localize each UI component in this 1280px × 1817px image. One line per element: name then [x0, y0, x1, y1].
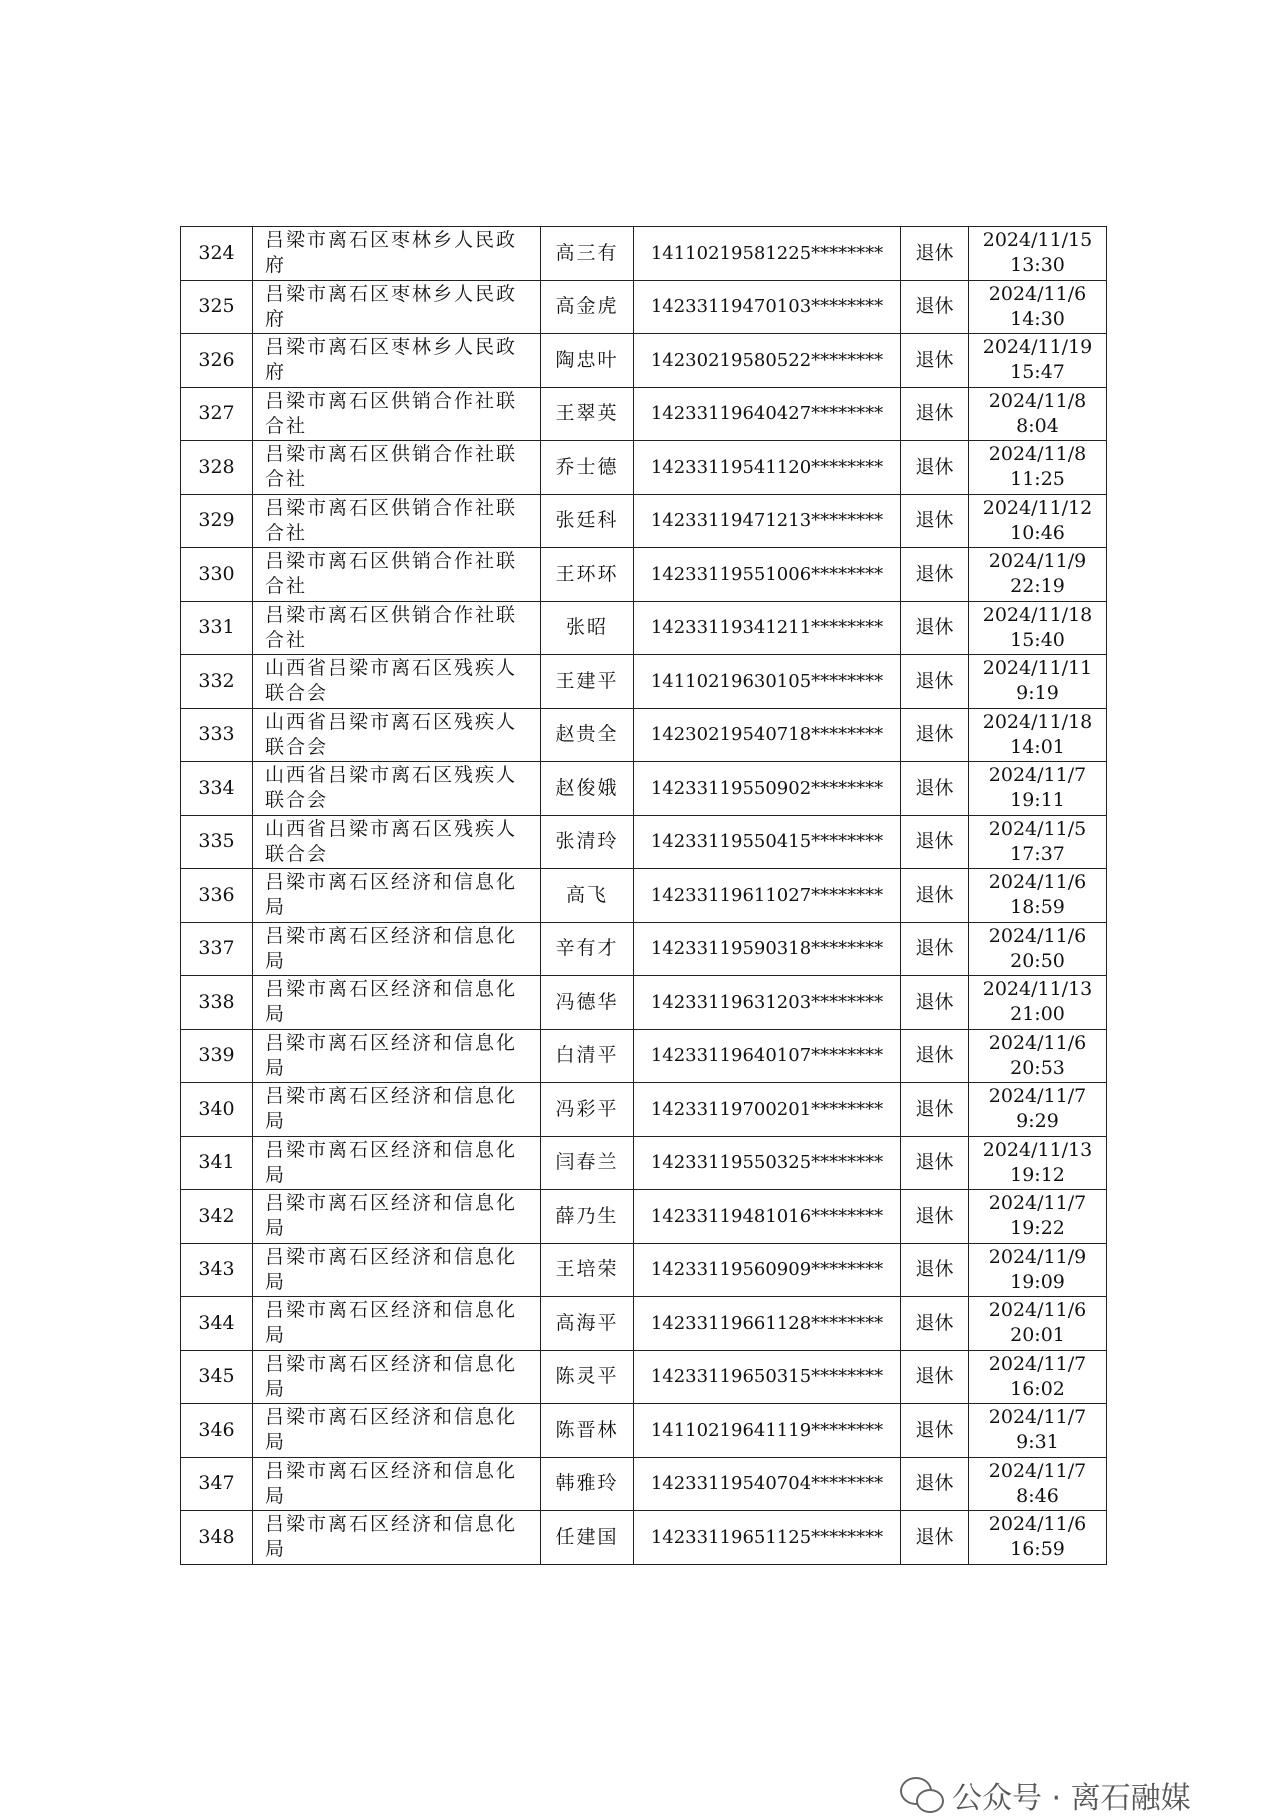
row-type: 退休 — [901, 280, 969, 334]
row-time: 20:53 — [1010, 1056, 1065, 1079]
row-date: 2024/11/6 — [988, 924, 1087, 947]
row-date: 2024/11/6 — [988, 1031, 1087, 1054]
row-number: 347 — [181, 1457, 253, 1511]
row-type: 退休 — [901, 334, 969, 388]
row-name: 任建国 — [541, 1511, 634, 1565]
row-name: 辛有才 — [541, 922, 634, 976]
row-type: 退休 — [901, 1404, 969, 1458]
table-row — [181, 869, 1107, 923]
row-type: 退休 — [901, 1029, 969, 1083]
row-time: 15:47 — [1010, 361, 1065, 384]
row-type: 退休 — [901, 387, 969, 441]
row-type: 退休 — [901, 1243, 969, 1297]
row-type: 退休 — [901, 708, 969, 762]
row-unit: 吕梁市离石区经济和信息化局 — [253, 1457, 541, 1511]
table-row — [181, 815, 1107, 869]
wechat-icon — [900, 1777, 944, 1813]
row-time: 22:19 — [1010, 575, 1065, 598]
row-date: 2024/11/18 — [982, 603, 1093, 626]
row-id-number: 14233119541120******** — [634, 441, 901, 495]
row-id-number: 14110219641119******** — [634, 1404, 901, 1458]
row-date: 2024/11/7 — [988, 764, 1087, 787]
row-type: 退休 — [901, 1083, 969, 1137]
row-unit: 吕梁市离石区经济和信息化局 — [253, 869, 541, 923]
row-id-number: 14230219540718******** — [634, 708, 901, 762]
row-id-number: 14233119661128******** — [634, 1297, 901, 1351]
row-id-number: 14233119631203******** — [634, 976, 901, 1030]
row-type: 退休 — [901, 441, 969, 495]
row-datetime — [969, 280, 1107, 334]
table-row — [181, 1190, 1107, 1244]
row-name: 薛乃生 — [541, 1190, 634, 1244]
records-table — [180, 226, 1107, 1565]
row-id-number: 14233119651125******** — [634, 1511, 901, 1565]
row-number: 337 — [181, 922, 253, 976]
row-time: 19:12 — [1010, 1163, 1065, 1186]
row-name: 陈灵平 — [541, 1350, 634, 1404]
row-id-number: 14233119611027******** — [634, 869, 901, 923]
row-unit: 吕梁市离石区经济和信息化局 — [253, 1297, 541, 1351]
row-name: 乔士德 — [541, 441, 634, 495]
row-datetime — [969, 1136, 1107, 1190]
row-date: 2024/11/7 — [988, 1085, 1087, 1108]
row-time: 9:31 — [1016, 1431, 1059, 1454]
row-id-number: 14233119640107******** — [634, 1029, 901, 1083]
row-time: 9:19 — [1016, 682, 1059, 705]
row-number: 335 — [181, 815, 253, 869]
row-date: 2024/11/19 — [982, 336, 1093, 359]
table-row — [181, 922, 1107, 976]
row-time: 19:09 — [1010, 1270, 1065, 1293]
row-time: 16:59 — [1010, 1538, 1065, 1561]
row-date: 2024/11/7 — [988, 1459, 1087, 1482]
row-datetime — [969, 601, 1107, 655]
row-type: 退休 — [901, 655, 969, 709]
row-unit: 吕梁市离石区经济和信息化局 — [253, 1243, 541, 1297]
row-number: 343 — [181, 1243, 253, 1297]
row-unit: 吕梁市离石区经济和信息化局 — [253, 1404, 541, 1458]
table-row — [181, 227, 1107, 281]
row-time: 18:59 — [1010, 896, 1065, 919]
row-number: 324 — [181, 227, 253, 281]
row-number: 336 — [181, 869, 253, 923]
row-name: 高金虎 — [541, 280, 634, 334]
row-name: 高飞 — [541, 869, 634, 923]
row-id-number: 14233119650315******** — [634, 1350, 901, 1404]
row-date: 2024/11/7 — [988, 1192, 1087, 1215]
row-number: 327 — [181, 387, 253, 441]
row-id-number: 14233119481016******** — [634, 1190, 901, 1244]
row-time: 13:30 — [1010, 254, 1065, 277]
row-type: 退休 — [901, 1511, 969, 1565]
row-id-number: 14233119471213******** — [634, 494, 901, 548]
row-number: 334 — [181, 762, 253, 816]
row-unit: 吕梁市离石区枣林乡人民政府 — [253, 227, 541, 281]
row-date: 2024/11/11 — [982, 657, 1093, 680]
row-date: 2024/11/15 — [982, 229, 1093, 252]
row-name: 赵贵全 — [541, 708, 634, 762]
row-time: 10:46 — [1010, 521, 1065, 544]
row-id-number: 14233119470103******** — [634, 280, 901, 334]
row-id-number: 14233119341211******** — [634, 601, 901, 655]
row-date: 2024/11/7 — [988, 1352, 1087, 1375]
row-datetime — [969, 1511, 1107, 1565]
row-datetime — [969, 922, 1107, 976]
row-time: 8:46 — [1016, 1484, 1059, 1507]
row-number: 329 — [181, 494, 253, 548]
row-number: 344 — [181, 1297, 253, 1351]
row-name: 高三有 — [541, 227, 634, 281]
row-name: 冯彩平 — [541, 1083, 634, 1137]
table-row — [181, 280, 1107, 334]
row-number: 332 — [181, 655, 253, 709]
row-unit: 吕梁市离石区经济和信息化局 — [253, 1350, 541, 1404]
row-date: 2024/11/13 — [982, 1138, 1093, 1161]
row-datetime — [969, 1029, 1107, 1083]
row-type: 退休 — [901, 869, 969, 923]
row-type: 退休 — [901, 601, 969, 655]
row-datetime — [969, 708, 1107, 762]
table-row — [181, 1350, 1107, 1404]
table-row — [181, 708, 1107, 762]
row-type: 退休 — [901, 815, 969, 869]
table-row — [181, 655, 1107, 709]
row-datetime — [969, 441, 1107, 495]
row-type: 退休 — [901, 1457, 969, 1511]
row-datetime — [969, 869, 1107, 923]
row-id-number: 14233119590318******** — [634, 922, 901, 976]
row-date: 2024/11/6 — [988, 282, 1087, 305]
row-unit: 吕梁市离石区经济和信息化局 — [253, 1511, 541, 1565]
row-datetime — [969, 387, 1107, 441]
row-name: 闫春兰 — [541, 1136, 634, 1190]
row-name: 冯德华 — [541, 976, 634, 1030]
row-datetime — [969, 976, 1107, 1030]
row-number: 340 — [181, 1083, 253, 1137]
row-type: 退休 — [901, 1350, 969, 1404]
row-name: 高海平 — [541, 1297, 634, 1351]
row-time: 19:22 — [1010, 1217, 1065, 1240]
row-id-number: 14233119700201******** — [634, 1083, 901, 1137]
row-date: 2024/11/5 — [988, 817, 1087, 840]
row-number: 339 — [181, 1029, 253, 1083]
row-type: 退休 — [901, 762, 969, 816]
row-name: 王建平 — [541, 655, 634, 709]
row-datetime — [969, 655, 1107, 709]
row-datetime — [969, 548, 1107, 602]
table-row — [181, 441, 1107, 495]
table-row — [181, 494, 1107, 548]
row-unit: 吕梁市离石区经济和信息化局 — [253, 1083, 541, 1137]
row-name: 王环环 — [541, 548, 634, 602]
row-unit: 吕梁市离石区经济和信息化局 — [253, 976, 541, 1030]
row-time: 15:40 — [1010, 628, 1065, 651]
row-id-number: 14233119551006******** — [634, 548, 901, 602]
row-id-number: 14233119550902******** — [634, 762, 901, 816]
row-number: 326 — [181, 334, 253, 388]
table-row — [181, 1136, 1107, 1190]
table-row — [181, 387, 1107, 441]
row-number: 331 — [181, 601, 253, 655]
row-id-number: 14233119560909******** — [634, 1243, 901, 1297]
row-datetime — [969, 1297, 1107, 1351]
table-row — [181, 548, 1107, 602]
row-unit: 山西省吕梁市离石区残疾人联合会 — [253, 815, 541, 869]
row-time: 14:01 — [1010, 735, 1065, 758]
row-name: 王培荣 — [541, 1243, 634, 1297]
row-datetime — [969, 815, 1107, 869]
row-type: 退休 — [901, 1190, 969, 1244]
row-unit: 吕梁市离石区供销合作社联合社 — [253, 387, 541, 441]
row-unit: 吕梁市离石区经济和信息化局 — [253, 922, 541, 976]
row-unit: 吕梁市离石区枣林乡人民政府 — [253, 280, 541, 334]
row-name: 王翠英 — [541, 387, 634, 441]
row-type: 退休 — [901, 922, 969, 976]
row-unit: 山西省吕梁市离石区残疾人联合会 — [253, 762, 541, 816]
row-date: 2024/11/8 — [988, 443, 1087, 466]
row-number: 325 — [181, 280, 253, 334]
table-row — [181, 601, 1107, 655]
table-row — [181, 1243, 1107, 1297]
row-datetime — [969, 227, 1107, 281]
row-unit: 吕梁市离石区枣林乡人民政府 — [253, 334, 541, 388]
row-unit: 吕梁市离石区供销合作社联合社 — [253, 601, 541, 655]
row-datetime — [969, 334, 1107, 388]
row-id-number: 14110219581225******** — [634, 227, 901, 281]
row-date: 2024/11/8 — [988, 389, 1087, 412]
row-unit: 山西省吕梁市离石区残疾人联合会 — [253, 655, 541, 709]
table-row — [181, 334, 1107, 388]
table-row — [181, 1457, 1107, 1511]
row-time: 20:01 — [1010, 1324, 1065, 1347]
row-time: 8:04 — [1016, 414, 1059, 437]
table-row — [181, 1511, 1107, 1565]
row-unit: 吕梁市离石区经济和信息化局 — [253, 1136, 541, 1190]
row-time: 16:02 — [1010, 1377, 1065, 1400]
row-date: 2024/11/6 — [988, 871, 1087, 894]
row-date: 2024/11/13 — [982, 978, 1093, 1001]
row-date: 2024/11/6 — [988, 1513, 1087, 1536]
row-datetime — [969, 1243, 1107, 1297]
row-time: 17:37 — [1010, 842, 1065, 865]
row-date: 2024/11/9 — [988, 550, 1087, 573]
row-datetime — [969, 1457, 1107, 1511]
row-type: 退休 — [901, 494, 969, 548]
row-id-number: 14233119550415******** — [634, 815, 901, 869]
row-id-number: 14233119550325******** — [634, 1136, 901, 1190]
row-name: 韩雅玲 — [541, 1457, 634, 1511]
row-number: 341 — [181, 1136, 253, 1190]
row-time: 11:25 — [1010, 468, 1065, 491]
row-datetime — [969, 762, 1107, 816]
row-unit: 吕梁市离石区供销合作社联合社 — [253, 548, 541, 602]
row-id-number: 14110219630105******** — [634, 655, 901, 709]
row-datetime — [969, 1404, 1107, 1458]
row-unit: 吕梁市离石区经济和信息化局 — [253, 1029, 541, 1083]
row-time: 20:50 — [1010, 949, 1065, 972]
row-datetime — [969, 1083, 1107, 1137]
row-number: 346 — [181, 1404, 253, 1458]
row-type: 退休 — [901, 976, 969, 1030]
row-unit: 吕梁市离石区供销合作社联合社 — [253, 494, 541, 548]
watermark — [900, 1775, 1191, 1815]
row-name: 张廷科 — [541, 494, 634, 548]
watermark-text: 公众号 · 离石融媒 — [952, 1781, 1191, 1816]
row-name: 赵俊娥 — [541, 762, 634, 816]
row-time: 14:30 — [1010, 307, 1065, 330]
table-row — [181, 1297, 1107, 1351]
row-datetime — [969, 1350, 1107, 1404]
table-row — [181, 1029, 1107, 1083]
row-datetime — [969, 494, 1107, 548]
row-type: 退休 — [901, 548, 969, 602]
records-body — [181, 227, 1107, 1565]
row-name: 张昭 — [541, 601, 634, 655]
row-number: 338 — [181, 976, 253, 1030]
row-number: 328 — [181, 441, 253, 495]
row-number: 345 — [181, 1350, 253, 1404]
row-unit: 山西省吕梁市离石区残疾人联合会 — [253, 708, 541, 762]
row-name: 白清平 — [541, 1029, 634, 1083]
row-number: 348 — [181, 1511, 253, 1565]
row-id-number: 14233119540704******** — [634, 1457, 901, 1511]
table-row — [181, 762, 1107, 816]
table-row — [181, 976, 1107, 1030]
row-id-number: 14233119640427******** — [634, 387, 901, 441]
row-name: 张清玲 — [541, 815, 634, 869]
row-date: 2024/11/7 — [988, 1406, 1087, 1429]
table-row — [181, 1083, 1107, 1137]
table-row — [181, 1404, 1107, 1458]
row-type: 退休 — [901, 1297, 969, 1351]
row-name: 陈晋林 — [541, 1404, 634, 1458]
row-date: 2024/11/18 — [982, 710, 1093, 733]
row-type: 退休 — [901, 227, 969, 281]
row-number: 333 — [181, 708, 253, 762]
row-date: 2024/11/6 — [988, 1299, 1087, 1322]
row-type: 退休 — [901, 1136, 969, 1190]
row-time: 19:11 — [1010, 789, 1065, 812]
row-number: 330 — [181, 548, 253, 602]
row-date: 2024/11/9 — [988, 1245, 1087, 1268]
row-unit: 吕梁市离石区经济和信息化局 — [253, 1190, 541, 1244]
row-datetime — [969, 1190, 1107, 1244]
row-time: 21:00 — [1010, 1003, 1065, 1026]
row-date: 2024/11/12 — [982, 496, 1093, 519]
row-time: 9:29 — [1016, 1110, 1059, 1133]
row-unit: 吕梁市离石区供销合作社联合社 — [253, 441, 541, 495]
row-id-number: 14230219580522******** — [634, 334, 901, 388]
row-name: 陶忠叶 — [541, 334, 634, 388]
row-number: 342 — [181, 1190, 253, 1244]
